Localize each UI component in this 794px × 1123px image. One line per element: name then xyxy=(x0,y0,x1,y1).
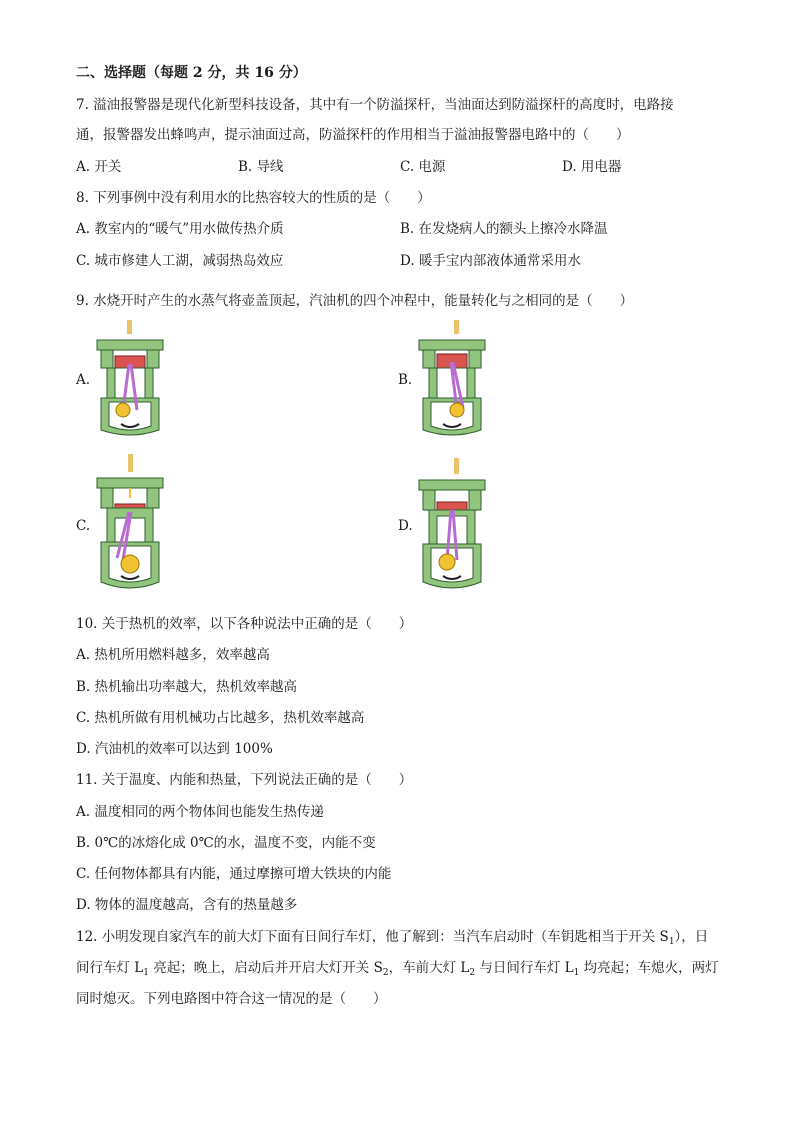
q9-label-a[interactable]: A. xyxy=(76,372,91,388)
q12-line1: 12. 小明发现自家汽车的前大灯下面有日间行车灯，他了解到：当汽车启动时（车钥匙相当于开关 $S_1$），日 xyxy=(76,929,709,947)
q12-line2: 间行车灯 $L_1$ 亮起；晚上，启动后并开启大灯开关 $S_2$，车前大灯 $L_2$ 与日间行车灯 $L_1$ 均亮起；车熄火，两灯 xyxy=(76,960,719,978)
q7-line1: 7. 溢油报警器是现代化新型科技设备，其中有一个防溢探杆，当油面达到防溢探杆的高度时，电路接 xyxy=(76,97,674,113)
q8-stem: 8. 下列事例中没有利用水的比热容较大的性质的是（ ） xyxy=(76,190,431,206)
q9-stem: 9. 水烧开时产生的水蒸气将壶盖顶起，汽油机的四个冲程中，能量转化与之相同的是（ ） xyxy=(76,293,634,309)
q11-option-c[interactable]: C. 任何物体都具有内能，通过摩擦可增大铁块的内能 xyxy=(76,866,392,882)
q10-option-b[interactable]: B. 热机输出功率越大，热机效率越高 xyxy=(76,679,298,695)
q7-option-d[interactable]: D. 用电器 xyxy=(562,159,622,175)
q10-stem: 10. 关于热机的效率，以下各种说法中正确的是（ ） xyxy=(76,616,413,632)
q9-label-b[interactable]: B. xyxy=(398,372,413,388)
q9-label-d[interactable]: D. xyxy=(398,518,413,534)
engine-diagram-c xyxy=(95,452,165,598)
q11-option-d[interactable]: D. 物体的温度越高，含有的热量越多 xyxy=(76,897,298,913)
q7-option-b[interactable]: B. 导线 xyxy=(238,159,284,175)
q10-option-d[interactable]: D. 汽油机的效率可以达到 100% xyxy=(76,741,273,757)
section-title: 二、选择题（每题 2 分，共 16 分） xyxy=(76,65,307,81)
q11-stem: 11. 关于温度、内能和热量，下列说法正确的是（ ） xyxy=(76,772,413,788)
q10-option-a[interactable]: A. 热机所用燃料越多，效率越高 xyxy=(76,647,270,663)
q8-option-a[interactable]: A. 教室内的“暖气”用水做传热介质 xyxy=(76,221,284,237)
q7-option-c[interactable]: C. 电源 xyxy=(400,159,446,175)
q7-option-a[interactable]: A. 开关 xyxy=(76,159,122,175)
engine-diagram-b xyxy=(417,318,487,444)
q8-option-d[interactable]: D. 暖手宝内部液体通常采用水 xyxy=(400,253,581,269)
q10-option-c[interactable]: C. 热机所做有用机械功占比越多，热机效率越高 xyxy=(76,710,365,726)
q8-option-c[interactable]: C. 城市修建人工湖，减弱热岛效应 xyxy=(76,253,284,269)
q9-label-c[interactable]: C. xyxy=(76,518,91,534)
q11-option-a[interactable]: A. 温度相同的两个物体间也能发生热传递 xyxy=(76,804,324,820)
engine-diagram-d xyxy=(417,456,487,598)
q7-line2: 通，报警器发出蜂鸣声，提示油面过高，防溢探杆的作用相当于溢油报警器电路中的（ ） xyxy=(76,127,630,143)
q11-option-b[interactable]: B. 0℃的冰熔化成 0℃的水，温度不变，内能不变 xyxy=(76,835,376,851)
q12-line3: 同时熄灭。下列电路图中符合这一情况的是（ ） xyxy=(76,991,387,1007)
engine-diagram-a xyxy=(95,318,165,444)
q8-option-b[interactable]: B. 在发烧病人的额头上擦冷水降温 xyxy=(400,221,608,237)
